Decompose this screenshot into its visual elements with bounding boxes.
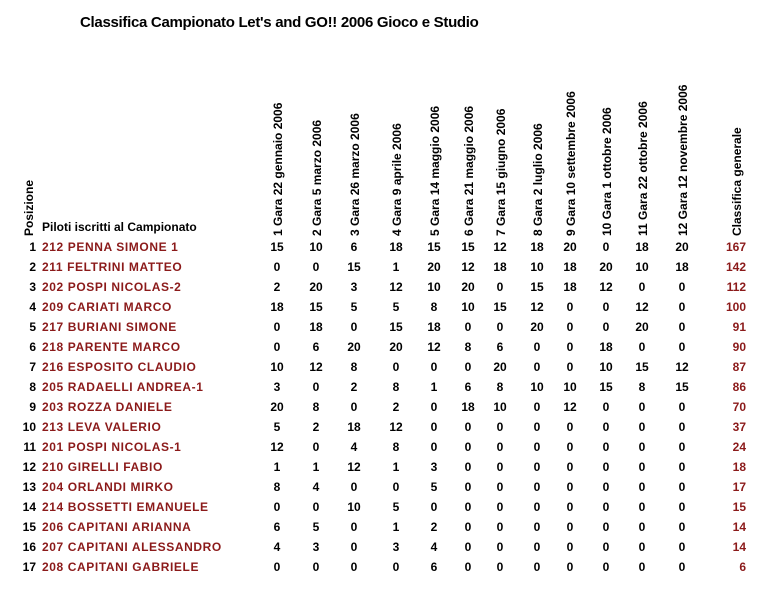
table-row bbox=[0, 379, 769, 399]
score-cell: 0 bbox=[566, 420, 574, 434]
score-cell: 10 bbox=[309, 240, 323, 254]
score-cell: 15 bbox=[635, 360, 649, 374]
total-cell: 86 bbox=[732, 380, 746, 394]
score-cell: 0 bbox=[312, 560, 320, 574]
score-cell: 0 bbox=[312, 500, 320, 514]
score-cell: 15 bbox=[309, 300, 323, 314]
score-cell: 0 bbox=[638, 340, 646, 354]
position-cell: 15 bbox=[22, 520, 36, 534]
score-cell: 6 bbox=[464, 380, 472, 394]
position-cell: 2 bbox=[29, 260, 36, 274]
pilot-name-cell: 211 FELTRINI MATTEO bbox=[42, 260, 183, 274]
table-row bbox=[0, 259, 769, 279]
score-cell: 0 bbox=[273, 340, 281, 354]
score-cell: 0 bbox=[602, 460, 610, 474]
score-cell: 10 bbox=[347, 500, 361, 514]
score-cell: 12 bbox=[389, 420, 403, 434]
header-position: Posizione bbox=[22, 179, 36, 236]
score-cell: 0 bbox=[350, 400, 358, 414]
score-cell: 0 bbox=[638, 560, 646, 574]
score-cell: 1 bbox=[392, 520, 400, 534]
pilot-name-cell: 209 CARIATI MARCO bbox=[42, 300, 172, 314]
table-row bbox=[0, 319, 769, 339]
table-row bbox=[0, 339, 769, 359]
score-cell: 3 bbox=[312, 540, 320, 554]
score-cell: 3 bbox=[273, 380, 281, 394]
score-cell: 10 bbox=[270, 360, 284, 374]
score-cell: 0 bbox=[464, 440, 472, 454]
total-cell: 18 bbox=[732, 460, 746, 474]
total-cell: 24 bbox=[732, 440, 746, 454]
score-cell: 5 bbox=[430, 480, 438, 494]
position-cell: 16 bbox=[22, 540, 36, 554]
score-cell: 0 bbox=[602, 420, 610, 434]
score-cell: 2 bbox=[392, 400, 400, 414]
score-cell: 0 bbox=[638, 420, 646, 434]
score-cell: 6 bbox=[312, 340, 320, 354]
score-cell: 0 bbox=[678, 340, 686, 354]
header-race-5: 5 Gara 14 maggio 2006 bbox=[428, 105, 442, 236]
table-row bbox=[0, 419, 769, 439]
score-cell: 0 bbox=[392, 560, 400, 574]
score-cell: 0 bbox=[602, 320, 610, 334]
pilot-name-cell: 210 GIRELLI FABIO bbox=[42, 460, 163, 474]
score-cell: 0 bbox=[464, 360, 472, 374]
score-cell: 0 bbox=[638, 540, 646, 554]
score-cell: 0 bbox=[273, 500, 281, 514]
score-cell: 0 bbox=[566, 480, 574, 494]
score-cell: 0 bbox=[464, 480, 472, 494]
score-cell: 10 bbox=[461, 300, 475, 314]
score-cell: 0 bbox=[533, 460, 541, 474]
position-cell: 4 bbox=[29, 300, 36, 314]
table-row bbox=[0, 479, 769, 499]
score-cell: 0 bbox=[392, 480, 400, 494]
total-cell: 87 bbox=[732, 360, 746, 374]
score-cell: 12 bbox=[427, 340, 441, 354]
score-cell: 0 bbox=[464, 500, 472, 514]
table-row bbox=[0, 299, 769, 319]
score-cell: 0 bbox=[638, 280, 646, 294]
score-cell: 0 bbox=[678, 400, 686, 414]
score-cell: 8 bbox=[312, 400, 320, 414]
score-cell: 0 bbox=[602, 500, 610, 514]
score-cell: 3 bbox=[350, 280, 358, 294]
position-cell: 9 bbox=[29, 400, 36, 414]
pilot-name-cell: 201 POSPI NICOLAS-1 bbox=[42, 440, 182, 454]
score-cell: 0 bbox=[464, 520, 472, 534]
header-race-12: 12 Gara 12 novembre 2006 bbox=[676, 84, 690, 236]
total-cell: 14 bbox=[732, 520, 746, 534]
score-cell: 0 bbox=[638, 400, 646, 414]
score-cell: 1 bbox=[273, 460, 281, 474]
score-cell: 0 bbox=[533, 440, 541, 454]
score-cell: 0 bbox=[602, 520, 610, 534]
score-cell: 8 bbox=[392, 380, 400, 394]
score-cell: 0 bbox=[678, 460, 686, 474]
score-cell: 0 bbox=[533, 560, 541, 574]
score-cell: 12 bbox=[599, 280, 613, 294]
total-cell: 100 bbox=[725, 300, 746, 314]
table-row bbox=[0, 499, 769, 519]
score-cell: 18 bbox=[599, 340, 613, 354]
score-cell: 12 bbox=[530, 300, 544, 314]
score-cell: 18 bbox=[493, 260, 507, 274]
score-cell: 10 bbox=[427, 280, 441, 294]
score-cell: 1 bbox=[392, 260, 400, 274]
header-race-7: 7 Gara 15 giugno 2006 bbox=[494, 108, 508, 236]
score-cell: 20 bbox=[389, 340, 403, 354]
header-race-8: 8 Gara 2 luglio 2006 bbox=[531, 123, 545, 236]
score-cell: 12 bbox=[675, 360, 689, 374]
score-cell: 12 bbox=[309, 360, 323, 374]
score-cell: 8 bbox=[430, 300, 438, 314]
score-cell: 8 bbox=[638, 380, 646, 394]
score-cell: 12 bbox=[270, 440, 284, 454]
score-cell: 0 bbox=[566, 440, 574, 454]
score-cell: 15 bbox=[461, 240, 475, 254]
score-cell: 12 bbox=[563, 400, 577, 414]
score-cell: 0 bbox=[566, 320, 574, 334]
score-cell: 1 bbox=[430, 380, 438, 394]
score-cell: 0 bbox=[638, 440, 646, 454]
score-cell: 4 bbox=[273, 540, 281, 554]
score-cell: 0 bbox=[430, 440, 438, 454]
pilot-name-cell: 203 ROZZA DANIELE bbox=[42, 400, 173, 414]
score-cell: 2 bbox=[312, 420, 320, 434]
total-cell: 14 bbox=[732, 540, 746, 554]
score-cell: 0 bbox=[496, 280, 504, 294]
score-cell: 0 bbox=[350, 540, 358, 554]
score-cell: 2 bbox=[350, 380, 358, 394]
score-cell: 18 bbox=[347, 420, 361, 434]
pilot-name-cell: 216 ESPOSITO CLAUDIO bbox=[42, 360, 197, 374]
position-cell: 7 bbox=[29, 360, 36, 374]
score-cell: 0 bbox=[638, 520, 646, 534]
score-cell: 20 bbox=[493, 360, 507, 374]
pilot-name-cell: 206 CAPITANI ARIANNA bbox=[42, 520, 192, 534]
score-cell: 0 bbox=[638, 460, 646, 474]
pilot-name-cell: 204 ORLANDI MIRKO bbox=[42, 480, 174, 494]
score-cell: 20 bbox=[309, 280, 323, 294]
score-cell: 18 bbox=[270, 300, 284, 314]
score-cell: 0 bbox=[533, 400, 541, 414]
score-cell: 0 bbox=[496, 320, 504, 334]
score-cell: 0 bbox=[312, 440, 320, 454]
score-cell: 8 bbox=[464, 340, 472, 354]
score-cell: 10 bbox=[563, 380, 577, 394]
header-race-11: 11 Gara 22 ottobre 2006 bbox=[636, 101, 650, 236]
score-cell: 12 bbox=[389, 280, 403, 294]
score-cell: 0 bbox=[533, 540, 541, 554]
position-cell: 8 bbox=[29, 380, 36, 394]
position-cell: 3 bbox=[29, 280, 36, 294]
pilot-name-cell: 208 CAPITANI GABRIELE bbox=[42, 560, 200, 574]
score-cell: 0 bbox=[602, 400, 610, 414]
score-cell: 4 bbox=[312, 480, 320, 494]
position-cell: 11 bbox=[23, 440, 36, 454]
score-cell: 1 bbox=[312, 460, 320, 474]
score-cell: 20 bbox=[563, 240, 577, 254]
score-cell: 0 bbox=[678, 320, 686, 334]
score-cell: 0 bbox=[533, 360, 541, 374]
score-cell: 0 bbox=[430, 420, 438, 434]
score-cell: 0 bbox=[496, 520, 504, 534]
score-cell: 5 bbox=[392, 500, 400, 514]
score-cell: 20 bbox=[270, 400, 284, 414]
score-cell: 2 bbox=[273, 280, 281, 294]
table-row bbox=[0, 459, 769, 479]
score-cell: 0 bbox=[496, 500, 504, 514]
score-cell: 18 bbox=[427, 320, 441, 334]
header-race-2: 2 Gara 5 marzo 2006 bbox=[310, 119, 324, 236]
score-cell: 5 bbox=[312, 520, 320, 534]
total-cell: 112 bbox=[726, 280, 746, 294]
score-cell: 0 bbox=[602, 560, 610, 574]
score-cell: 12 bbox=[635, 300, 649, 314]
score-cell: 3 bbox=[430, 460, 438, 474]
score-cell: 0 bbox=[678, 500, 686, 514]
pilot-name-cell: 212 PENNA SIMONE 1 bbox=[42, 240, 179, 254]
score-cell: 0 bbox=[464, 420, 472, 434]
score-cell: 5 bbox=[273, 420, 281, 434]
score-cell: 15 bbox=[427, 240, 441, 254]
score-cell: 0 bbox=[273, 560, 281, 574]
score-cell: 10 bbox=[635, 260, 649, 274]
table-row bbox=[0, 399, 769, 419]
page-title: Classifica Campionato Let's and GO!! 2006 Gioco e Studio bbox=[80, 14, 479, 31]
total-cell: 17 bbox=[732, 480, 746, 494]
score-cell: 20 bbox=[675, 240, 689, 254]
score-cell: 20 bbox=[530, 320, 544, 334]
score-cell: 6 bbox=[350, 240, 358, 254]
score-cell: 8 bbox=[273, 480, 281, 494]
score-cell: 0 bbox=[464, 320, 472, 334]
position-cell: 6 bbox=[29, 340, 36, 354]
header-race-10: 10 Gara 1 ottobre 2006 bbox=[600, 107, 614, 236]
score-cell: 8 bbox=[392, 440, 400, 454]
score-cell: 0 bbox=[533, 480, 541, 494]
score-cell: 0 bbox=[533, 340, 541, 354]
pilot-name-cell: 207 CAPITANI ALESSANDRO bbox=[42, 540, 222, 554]
score-cell: 10 bbox=[530, 380, 544, 394]
score-cell: 0 bbox=[678, 540, 686, 554]
score-cell: 0 bbox=[312, 260, 320, 274]
total-cell: 91 bbox=[732, 320, 746, 334]
header-race-4: 4 Gara 9 aprile 2006 bbox=[390, 123, 404, 236]
score-cell: 0 bbox=[566, 500, 574, 514]
score-cell: 15 bbox=[389, 320, 403, 334]
table-row bbox=[0, 359, 769, 379]
score-cell: 0 bbox=[350, 560, 358, 574]
score-cell: 0 bbox=[496, 420, 504, 434]
pilot-name-cell: 213 LEVA VALERIO bbox=[42, 420, 162, 434]
score-cell: 0 bbox=[273, 320, 281, 334]
score-cell: 18 bbox=[675, 260, 689, 274]
total-cell: 90 bbox=[732, 340, 746, 354]
score-cell: 6 bbox=[430, 560, 438, 574]
score-cell: 20 bbox=[635, 320, 649, 334]
score-cell: 0 bbox=[533, 520, 541, 534]
score-cell: 18 bbox=[309, 320, 323, 334]
score-cell: 4 bbox=[430, 540, 438, 554]
score-cell: 20 bbox=[599, 260, 613, 274]
score-cell: 2 bbox=[430, 520, 438, 534]
score-cell: 0 bbox=[566, 540, 574, 554]
score-cell: 15 bbox=[493, 300, 507, 314]
score-cell: 0 bbox=[678, 300, 686, 314]
header-race-9: 9 Gara 10 settembre 2006 bbox=[564, 91, 578, 236]
score-cell: 8 bbox=[496, 380, 504, 394]
table-row bbox=[0, 539, 769, 559]
total-cell: 70 bbox=[732, 400, 746, 414]
score-cell: 0 bbox=[566, 520, 574, 534]
header-race-3: 3 Gara 26 marzo 2006 bbox=[348, 113, 362, 236]
score-cell: 0 bbox=[392, 360, 400, 374]
total-cell: 142 bbox=[725, 260, 746, 274]
score-cell: 20 bbox=[347, 340, 361, 354]
score-cell: 0 bbox=[678, 560, 686, 574]
score-cell: 0 bbox=[566, 300, 574, 314]
score-cell: 5 bbox=[392, 300, 400, 314]
score-cell: 0 bbox=[430, 500, 438, 514]
pilot-name-cell: 214 BOSSETTI EMANUELE bbox=[42, 500, 209, 514]
score-cell: 0 bbox=[350, 320, 358, 334]
score-cell: 0 bbox=[566, 340, 574, 354]
score-cell: 12 bbox=[347, 460, 361, 474]
score-cell: 0 bbox=[350, 480, 358, 494]
score-cell: 10 bbox=[599, 360, 613, 374]
score-cell: 0 bbox=[533, 420, 541, 434]
pilot-name-cell: 202 POSPI NICOLAS-2 bbox=[42, 280, 182, 294]
score-cell: 0 bbox=[678, 440, 686, 454]
score-cell: 15 bbox=[530, 280, 544, 294]
score-cell: 15 bbox=[675, 380, 689, 394]
header-race-6: 6 Gara 21 maggio 2006 bbox=[462, 105, 476, 236]
score-cell: 0 bbox=[273, 260, 281, 274]
position-cell: 10 bbox=[22, 420, 36, 434]
score-cell: 5 bbox=[350, 300, 358, 314]
score-cell: 0 bbox=[678, 520, 686, 534]
header-race-1: 1 Gara 22 gennaio 2006 bbox=[271, 102, 285, 236]
score-cell: 0 bbox=[464, 460, 472, 474]
score-cell: 0 bbox=[678, 480, 686, 494]
score-cell: 0 bbox=[602, 300, 610, 314]
table-row bbox=[0, 519, 769, 539]
score-cell: 0 bbox=[496, 440, 504, 454]
score-cell: 18 bbox=[635, 240, 649, 254]
score-cell: 0 bbox=[638, 500, 646, 514]
total-cell: 15 bbox=[732, 500, 746, 514]
score-cell: 18 bbox=[530, 240, 544, 254]
score-cell: 0 bbox=[602, 480, 610, 494]
score-cell: 0 bbox=[566, 360, 574, 374]
score-cell: 10 bbox=[530, 260, 544, 274]
score-cell: 0 bbox=[602, 540, 610, 554]
total-cell: 6 bbox=[739, 560, 746, 574]
score-cell: 0 bbox=[430, 360, 438, 374]
score-cell: 0 bbox=[602, 240, 610, 254]
score-cell: 12 bbox=[461, 260, 475, 274]
score-cell: 1 bbox=[392, 460, 400, 474]
pilot-name-cell: 217 BURIANI SIMONE bbox=[42, 320, 177, 334]
score-cell: 4 bbox=[350, 440, 358, 454]
table-row bbox=[0, 279, 769, 299]
score-cell: 20 bbox=[461, 280, 475, 294]
score-cell: 20 bbox=[427, 260, 441, 274]
score-cell: 3 bbox=[392, 540, 400, 554]
score-cell: 0 bbox=[496, 560, 504, 574]
score-cell: 12 bbox=[493, 240, 507, 254]
score-cell: 15 bbox=[270, 240, 284, 254]
score-cell: 18 bbox=[563, 260, 577, 274]
score-cell: 8 bbox=[350, 360, 358, 374]
total-cell: 167 bbox=[725, 240, 746, 254]
total-cell: 37 bbox=[732, 420, 746, 434]
score-cell: 0 bbox=[678, 420, 686, 434]
position-cell: 1 bbox=[29, 240, 36, 254]
position-cell: 12 bbox=[22, 460, 36, 474]
pilot-name-cell: 218 PARENTE MARCO bbox=[42, 340, 181, 354]
header-total: Classifica generale bbox=[730, 127, 744, 236]
score-cell: 18 bbox=[563, 280, 577, 294]
score-cell: 6 bbox=[496, 340, 504, 354]
score-cell: 15 bbox=[599, 380, 613, 394]
table-row bbox=[0, 239, 769, 259]
score-cell: 0 bbox=[533, 500, 541, 514]
score-cell: 0 bbox=[496, 480, 504, 494]
score-cell: 6 bbox=[273, 520, 281, 534]
score-cell: 0 bbox=[602, 440, 610, 454]
score-cell: 0 bbox=[350, 520, 358, 534]
score-cell: 0 bbox=[312, 380, 320, 394]
position-cell: 13 bbox=[22, 480, 36, 494]
score-cell: 18 bbox=[389, 240, 403, 254]
position-cell: 5 bbox=[29, 320, 36, 334]
position-cell: 14 bbox=[22, 500, 36, 514]
score-cell: 0 bbox=[430, 400, 438, 414]
score-cell: 18 bbox=[461, 400, 475, 414]
score-cell: 0 bbox=[464, 540, 472, 554]
score-cell: 0 bbox=[464, 560, 472, 574]
position-cell: 17 bbox=[22, 560, 36, 574]
score-cell: 15 bbox=[347, 260, 361, 274]
score-cell: 0 bbox=[638, 480, 646, 494]
score-cell: 0 bbox=[496, 460, 504, 474]
table-row bbox=[0, 439, 769, 459]
table-row bbox=[0, 559, 769, 579]
score-cell: 0 bbox=[566, 560, 574, 574]
pilot-name-cell: 205 RADAELLI ANDREA-1 bbox=[42, 380, 204, 394]
header-pilots: Piloti iscritti al Campionato bbox=[42, 220, 197, 234]
score-cell: 0 bbox=[496, 540, 504, 554]
score-cell: 0 bbox=[678, 280, 686, 294]
score-cell: 10 bbox=[493, 400, 507, 414]
score-cell: 0 bbox=[566, 460, 574, 474]
